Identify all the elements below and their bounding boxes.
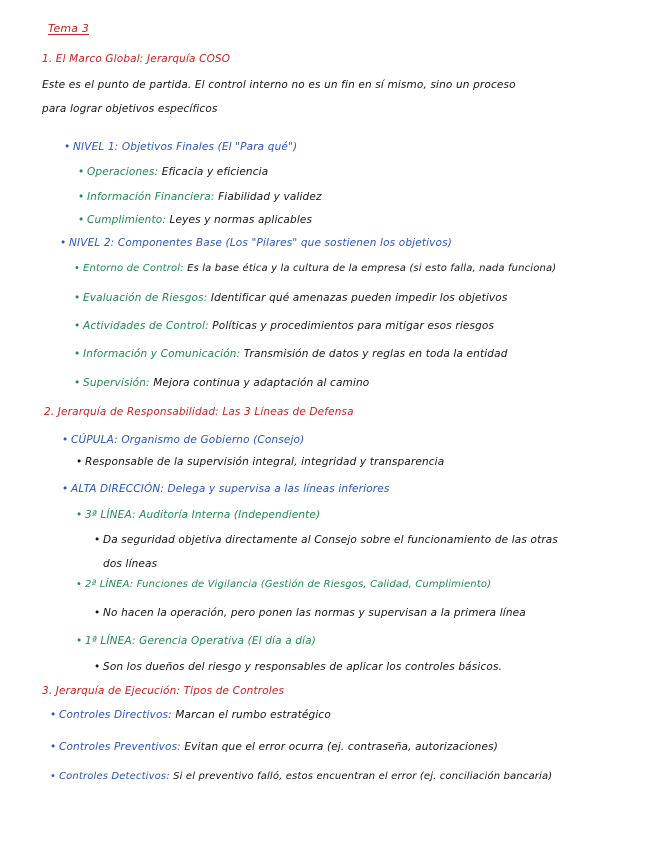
section-2-heading: 2. Jerarquía de Responsabilidad: Las 3 Líneas de Defensa: [44, 406, 354, 418]
bullet-icon: •: [50, 709, 57, 721]
section-1-intro-line2: para lograr objetivos específicos: [42, 103, 218, 115]
nivel-1-item: • Cumplimiento: Leyes y normas aplicables: [78, 214, 313, 226]
section-1-intro-line1: Este es el punto de partida. El control interno no es un fin en sí mismo, sino un proceso: [42, 79, 516, 91]
section-1-heading: 1. El Marco Global: Jerarquía COSO: [42, 53, 231, 65]
nivel-2-item: • Información y Comunicación: Transmisión de datos y reglas en toda la entidad: [74, 348, 508, 360]
cupula-label: • CÚPULA: Organismo de Gobierno (Consejo): [62, 434, 305, 446]
bullet-icon: •: [64, 141, 71, 153]
nivel-2-item: • Entorno de Control: Es la base ética y la cultura de la empresa (si esto falla, nada funciona): [74, 263, 557, 274]
bullet-icon: •: [94, 607, 101, 619]
linea-2-label: • 2ª LÍNEA: Funciones de Vigilancia (Gestión de Riesgos, Calidad, Cumplimiento): [76, 579, 492, 590]
bullet-icon: •: [60, 237, 67, 249]
control-type-item: • Controles Detectivos: Si el preventivo falló, estos encuentran el error (ej. conciliación bancaria): [50, 771, 553, 782]
nivel-2-item: • Actividades de Control: Políticas y procedimientos para mitigar esos riesgos: [74, 320, 495, 332]
linea-3-desc-line2: dos líneas: [103, 558, 158, 570]
nivel-1-item: • Información Financiera: Fiabilidad y validez: [78, 191, 322, 203]
nivel-1-item: • Operaciones: Eficacia y eficiencia: [78, 166, 269, 178]
bullet-icon: •: [62, 434, 69, 446]
bullet-icon: •: [76, 456, 83, 468]
bullet-icon: •: [50, 771, 57, 782]
linea-3-label: • 3ª LÍNEA: Auditoría Interna (Independiente): [76, 509, 321, 521]
bullet-icon: •: [94, 661, 101, 673]
nivel-2-item: • Evaluación de Riesgos: Identificar qué amenazas pueden impedir los objetivos: [74, 292, 508, 304]
linea-1-desc: • Son los dueños del riesgo y responsables de aplicar los controles básicos.: [94, 661, 503, 673]
alta-direccion-label: • ALTA DIRECCIÓN: Delega y supervisa a las líneas inferiores: [62, 483, 390, 495]
linea-1-label: • 1ª LÍNEA: Gerencia Operativa (El día a día): [76, 635, 316, 647]
bullet-icon: •: [74, 292, 81, 304]
control-type-item: • Controles Preventivos: Evitan que el error ocurra (ej. contraseña, autorizaciones): [50, 741, 498, 753]
cupula-desc: • Responsable de la supervisión integral, integridad y transparencia: [76, 456, 445, 468]
bullet-icon: •: [74, 263, 81, 274]
section-3-heading: 3. Jerarquía de Ejecución: Tipos de Controles: [42, 685, 285, 697]
nivel-1-label: • NIVEL 1: Objetivos Finales (El "Para qué"): [64, 141, 298, 153]
linea-2-desc: • No hacen la operación, pero ponen las normas y supervisan a la primera línea: [94, 607, 526, 619]
bullet-icon: •: [62, 483, 69, 495]
bullet-icon: •: [76, 509, 83, 521]
page-title: Tema 3: [48, 22, 89, 35]
bullet-icon: •: [78, 166, 85, 178]
bullet-icon: •: [74, 377, 81, 389]
nivel-2-label: • NIVEL 2: Componentes Base (Los "Pilares" que sostienen los objetivos): [60, 237, 452, 249]
linea-3-desc-line1: • Da seguridad objetiva directamente al Consejo sobre el funcionamiento de las otras: [94, 534, 559, 546]
bullet-icon: •: [78, 214, 85, 226]
nivel-2-item: • Supervisión: Mejora continua y adaptación al camino: [74, 377, 370, 389]
control-type-item: • Controles Directivos: Marcan el rumbo estratégico: [50, 709, 331, 721]
bullet-icon: •: [78, 191, 85, 203]
bullet-icon: •: [74, 348, 81, 360]
bullet-icon: •: [94, 534, 101, 546]
bullet-icon: •: [76, 635, 83, 647]
bullet-icon: •: [76, 579, 83, 590]
bullet-icon: •: [50, 741, 57, 753]
bullet-icon: •: [74, 320, 81, 332]
